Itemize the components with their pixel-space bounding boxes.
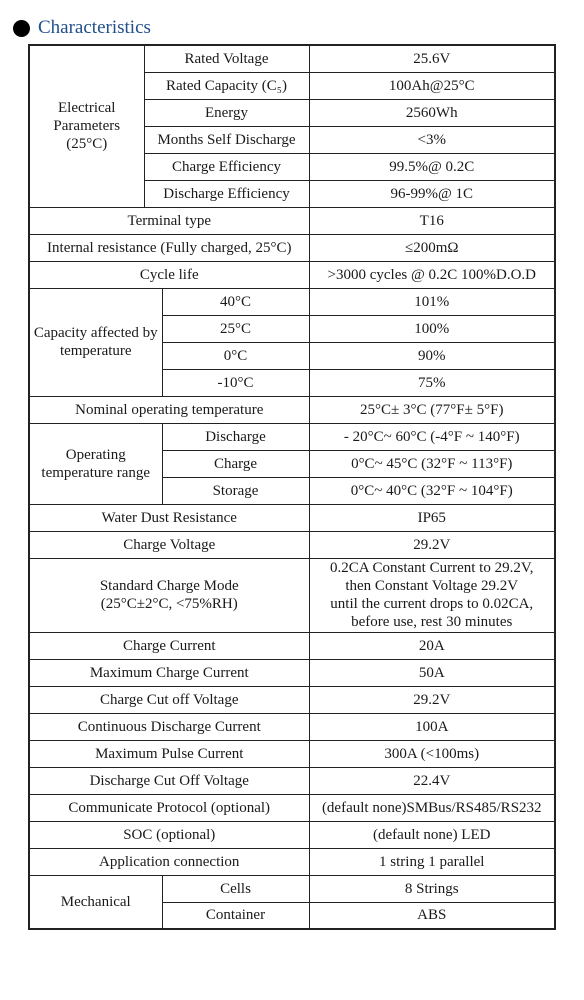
- table-row: [29, 848, 555, 875]
- row-label: Water Dust Resistance: [29, 504, 309, 531]
- row-label: 40°C: [162, 288, 309, 315]
- electrical-group-cell: Electrical Parameters (25°C): [29, 45, 144, 207]
- characteristics-table: [28, 44, 556, 930]
- table-row: [29, 659, 555, 686]
- row-label: 25°C: [162, 315, 309, 342]
- row-label: Energy: [144, 99, 309, 126]
- row-label: Maximum Pulse Current: [29, 740, 309, 767]
- row-value: 90%: [309, 342, 555, 369]
- table-row: [29, 531, 555, 558]
- row-label: [29, 558, 309, 632]
- capacity-temp-group-cell: Capacity affected by temperature: [29, 288, 162, 396]
- row-label: Storage: [162, 477, 309, 504]
- row-value: 0°C~ 45°C (32°F ~ 113°F): [309, 450, 555, 477]
- row-label: Terminal type: [29, 207, 309, 234]
- row-value: 20A: [309, 632, 555, 659]
- row-label: Internal resistance (Fully charged, 25°C): [29, 234, 309, 261]
- row-value: 75%: [309, 369, 555, 396]
- table-row: [29, 794, 555, 821]
- row-value: 300A (<100ms): [309, 740, 555, 767]
- value-line: before use, rest 30 minutes: [351, 614, 513, 630]
- row-value: T16: [309, 207, 555, 234]
- table-row: [29, 423, 555, 450]
- row-label: -10°C: [162, 369, 309, 396]
- table-row: [29, 740, 555, 767]
- table-row: [29, 234, 555, 261]
- row-label: Charge Cut off Voltage: [29, 686, 309, 713]
- row-value: [309, 558, 555, 632]
- table-row: [29, 821, 555, 848]
- row-label: Discharge Cut Off Voltage: [29, 767, 309, 794]
- table-row: [29, 207, 555, 234]
- table-row: [29, 396, 555, 423]
- row-label: Application connection: [29, 848, 309, 875]
- row-value: 0°C~ 40°C (32°F ~ 104°F): [309, 477, 555, 504]
- row-label: Charge Efficiency: [144, 153, 309, 180]
- row-label: Cycle life: [29, 261, 309, 288]
- row-label: Nominal operating temperature: [29, 396, 309, 423]
- row-label: 0°C: [162, 342, 309, 369]
- row-label: Charge Current: [29, 632, 309, 659]
- value-line: until the current drops to 0.02CA,: [330, 596, 534, 612]
- table-row: [29, 875, 555, 902]
- row-value: (default none)SMBus/RS485/RS232: [309, 794, 555, 821]
- row-value: 1 string 1 parallel: [309, 848, 555, 875]
- label-line: (25°C±2°C, <75%RH): [100, 596, 238, 612]
- row-value: 8 Strings: [309, 875, 555, 902]
- row-label: Maximum Charge Current: [29, 659, 309, 686]
- row-value: 50A: [309, 659, 555, 686]
- row-value: 101%: [309, 288, 555, 315]
- op-temp-group-cell: Operating temperature range: [29, 423, 162, 504]
- table-row: [29, 261, 555, 288]
- table-row: [29, 45, 555, 72]
- row-label: Charge: [162, 450, 309, 477]
- table-row: [29, 767, 555, 794]
- table-row: [29, 632, 555, 659]
- value-line: then Constant Voltage 29.2V: [345, 578, 519, 594]
- mechanical-group-cell: Mechanical: [29, 875, 162, 929]
- row-value: ABS: [309, 902, 555, 929]
- table-row: [29, 288, 555, 315]
- table-row: [29, 558, 555, 632]
- row-label: Rated Voltage: [144, 45, 309, 72]
- section-heading: [13, 14, 151, 42]
- table-row: [29, 713, 555, 740]
- row-value: 100A: [309, 713, 555, 740]
- row-value: 29.2V: [309, 686, 555, 713]
- row-value: 100%: [309, 315, 555, 342]
- row-value: 96-99%@ 1C: [309, 180, 555, 207]
- row-value: 99.5%@ 0.2C: [309, 153, 555, 180]
- row-value: >3000 cycles @ 0.2C 100%D.O.D: [309, 261, 555, 288]
- table-row: [29, 686, 555, 713]
- row-label: Months Self Discharge: [144, 126, 309, 153]
- row-label: Container: [162, 902, 309, 929]
- row-value: <3%: [309, 126, 555, 153]
- row-label: Communicate Protocol (optional): [29, 794, 309, 821]
- row-label: Continuous Discharge Current: [29, 713, 309, 740]
- row-value: 100Ah@25°C: [309, 72, 555, 99]
- row-value: (default none) LED: [309, 821, 555, 848]
- row-value: 22.4V: [309, 767, 555, 794]
- row-value: IP65: [309, 504, 555, 531]
- row-label: Discharge: [162, 423, 309, 450]
- table-row: [29, 504, 555, 531]
- bullet-icon: [13, 20, 30, 37]
- row-label: SOC (optional): [29, 821, 309, 848]
- value-line: 0.2CA Constant Current to 29.2V,: [330, 560, 534, 576]
- row-label: Cells: [162, 875, 309, 902]
- row-label: Charge Voltage: [29, 531, 309, 558]
- row-value: 29.2V: [309, 531, 555, 558]
- row-value: - 20°C~ 60°C (-4°F ~ 140°F): [309, 423, 555, 450]
- label-line: Standard Charge Mode: [99, 578, 239, 594]
- row-value: 25°C± 3°C (77°F± 5°F): [309, 396, 555, 423]
- row-value: 25.6V: [309, 45, 555, 72]
- row-value: 2560Wh: [309, 99, 555, 126]
- row-label: Rated Capacity (C₅): [144, 72, 309, 99]
- heading-title: Characteristics: [38, 17, 151, 38]
- row-label: Discharge Efficiency: [144, 180, 309, 207]
- row-value: ≤200mΩ: [309, 234, 555, 261]
